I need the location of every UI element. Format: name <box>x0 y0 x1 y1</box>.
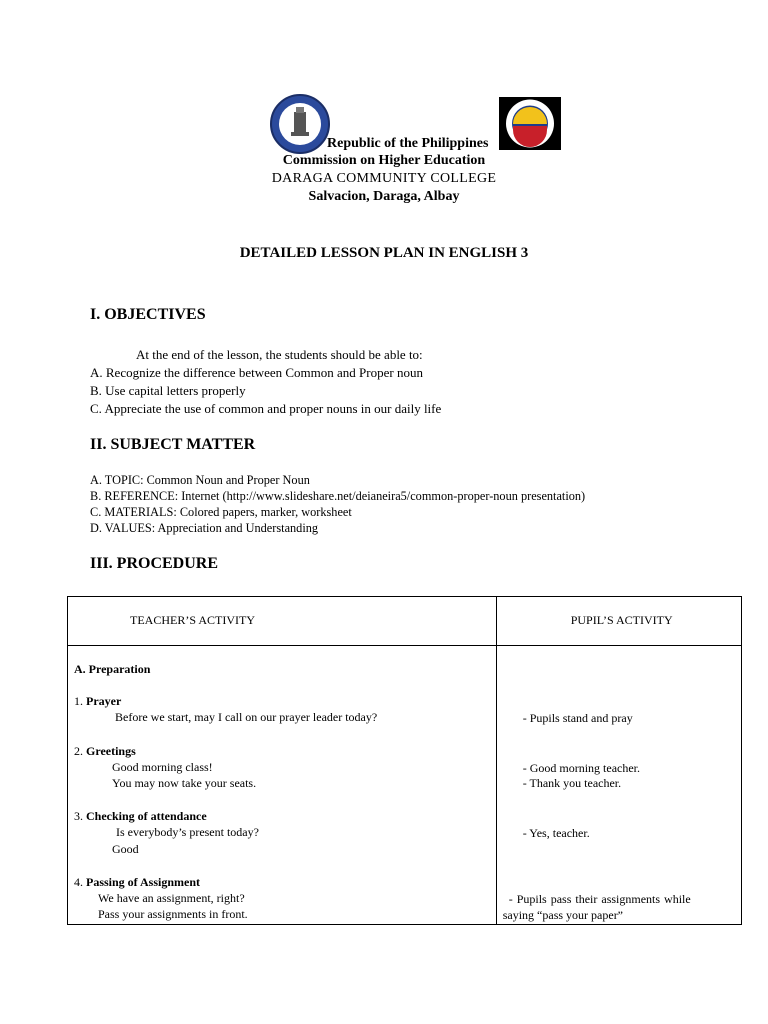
teacher-line: Is everybody’s present today? <box>116 825 259 839</box>
pupil-line: - Pupils pass their assignments while <box>508 892 691 906</box>
part-label: A. Preparation <box>74 662 151 676</box>
ched-line: Commission on Higher Education <box>282 153 486 168</box>
pupil-line: - Pupils stand and pray <box>522 711 633 725</box>
procedure-table <box>67 596 742 925</box>
step-title: 4. Passing of Assignment <box>74 875 201 889</box>
pupil-activity-header: PUPIL’S ACTIVITY <box>496 597 741 646</box>
step-title: 1. Prayer <box>74 694 122 708</box>
step-title: 2. Greetings <box>74 744 136 758</box>
pupil-line: - Yes, teacher. <box>522 826 590 840</box>
daraga-college-seal-icon <box>269 93 331 155</box>
teacher-line: You may now take your seats. <box>112 776 257 790</box>
page-title: DETAILED LESSON PLAN IN ENGLISH 3 <box>239 245 529 261</box>
subject-matter-heading: II. SUBJECT MATTER <box>90 436 256 453</box>
objective-item: A. Recognize the difference between Common and Proper noun <box>90 365 423 380</box>
pupil-line: saying “pass your paper” <box>502 908 624 922</box>
objectives-heading: I. OBJECTIVES <box>90 306 206 323</box>
topic-line: A. TOPIC: Common Noun and Proper Noun <box>90 473 310 487</box>
pupil-activity-cell <box>496 646 741 925</box>
teacher-line: We have an assignment, right? <box>98 891 245 905</box>
objective-item: B. Use capital letters properly <box>90 383 246 398</box>
procedure-heading: III. PROCEDURE <box>90 555 219 572</box>
pupil-line: - Thank you teacher. <box>522 776 622 790</box>
college-name: DARAGA COMMUNITY COLLEGE <box>271 171 497 186</box>
step-title: 3. Checking of attendance <box>74 809 207 823</box>
ched-seal-icon <box>499 97 561 150</box>
republic-line: Republic of the Philippines <box>327 136 489 151</box>
objectives-intro: At the end of the lesson, the students should be able to: <box>136 347 423 362</box>
values-line: D. VALUES: Appreciation and Understanding <box>90 521 319 535</box>
pupil-line: - Good morning teacher. <box>522 761 641 775</box>
teacher-line: Pass your assignments in front. <box>98 907 248 921</box>
objective-item: C. Appreciate the use of common and proper nouns in our daily life <box>90 401 442 416</box>
teacher-line: Good morning class! <box>112 760 213 774</box>
teacher-line: Before we start, may I call on our prayer leader today? <box>115 710 378 724</box>
teacher-activity-cell <box>68 646 497 925</box>
college-address: Salvacion, Daraga, Albay <box>308 189 460 204</box>
teacher-line: Good <box>112 842 139 856</box>
teacher-activity-header: TEACHER’S ACTIVITY <box>68 597 497 646</box>
materials-line: C. MATERIALS: Colored papers, marker, worksheet <box>90 505 352 519</box>
reference-line: B. REFERENCE: Internet (http://www.slideshare.net/deianeira5/common-proper-noun presentation) <box>90 489 586 503</box>
